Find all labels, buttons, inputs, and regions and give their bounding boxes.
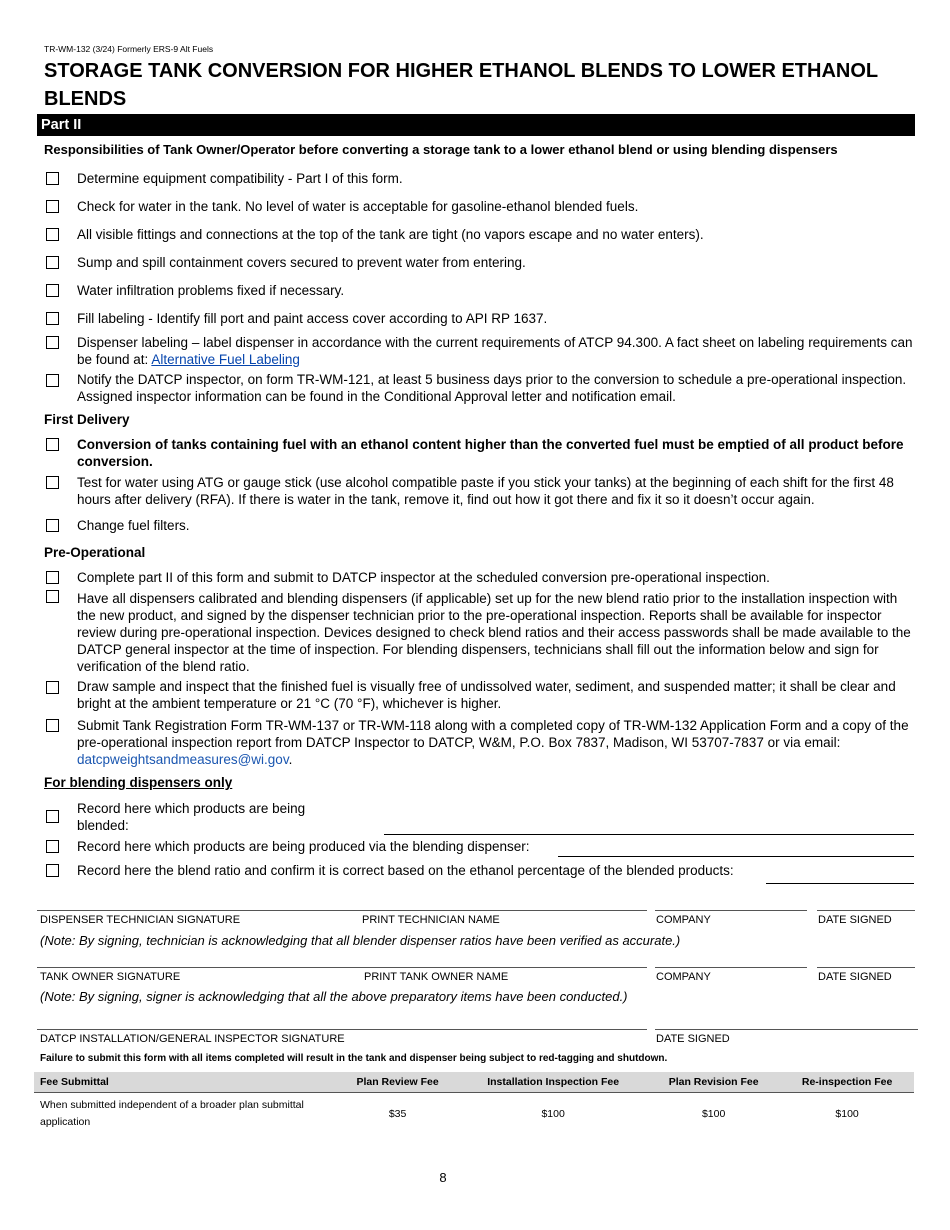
pre-operational-item: Have all dispensers calibrated and blending dispensers (if applicable) set up for the new blend ratio prior to the installation inspection with the new product, and signed by the dispenser technician prior to the pre-operational inspection. Reports shall be available for inspector review during pre-operational inspection. Devices designed to check blend ratios and their access passwords shall be made available to the DATCP general inspector at the time of inspection. For blending dispensers, technicians shall fill out the information below and sign for verification of the blend ratio. (77, 591, 911, 674)
checklist-item: Sump and spill containment covers secured to prevent water from entering. (77, 255, 526, 270)
table-cell: $35 (388, 1107, 407, 1120)
checkbox[interactable] (46, 256, 59, 269)
intro-text: Responsibilities of Tank Owner/Operator before converting a storage tank to a lower ethanol blend or using blending dispensers (44, 142, 838, 157)
checklist-item: Water infiltration problems fixed if necessary. (77, 283, 345, 298)
form-id: TR-WM-132 (3/24) Formerly ERS-9 Alt Fuels (44, 44, 214, 54)
owner-signature-label: TANK OWNER SIGNATURE (40, 971, 181, 983)
pre-operational-heading: Pre-Operational (44, 545, 146, 560)
date-label: DATE SIGNED (656, 1033, 730, 1045)
part-header: Part II (37, 114, 915, 136)
products-blended-field[interactable] (384, 834, 914, 835)
owner-name-label: PRINT TANK OWNER NAME (364, 971, 509, 983)
blending-item: Record here which products are being blended: (77, 801, 306, 833)
table-cell: $100 (541, 1107, 565, 1120)
company-line[interactable] (655, 967, 807, 968)
checkbox[interactable] (46, 590, 59, 603)
first-delivery-item: Change fuel filters. (77, 518, 190, 533)
table-row (34, 1093, 914, 1136)
date-line[interactable] (817, 967, 915, 968)
first-delivery-item: Conversion of tanks containing fuel with an ethanol content higher than the converted fuel must be emptied of all product before conversion. (77, 437, 904, 469)
checkbox[interactable] (46, 228, 59, 241)
blending-item: Record here the blend ratio and confirm it is correct based on the ethanol percentage of the blended products: (77, 863, 734, 878)
technician-note: (Note: By signing, technician is acknowledging that all blender dispenser ratios have been verified as accurate.) (40, 933, 681, 948)
tech-name-label: PRINT TECHNICIAN NAME (362, 914, 500, 926)
email-link[interactable]: datcpweightsandmeasures@wi.gov (77, 752, 289, 767)
checklist-item (77, 334, 915, 368)
inspector-signature-label: DATCP INSTALLATION/GENERAL INSPECTOR SIGNATURE (40, 1033, 345, 1045)
checkbox[interactable] (46, 571, 59, 584)
date-line[interactable] (655, 1029, 918, 1030)
checkbox[interactable] (46, 864, 59, 877)
checklist-item: Fill labeling - Identify fill port and paint access cover according to API RP 1637. (77, 311, 548, 326)
column-header: Fee Submittal (34, 1072, 336, 1093)
email-suffix: . (288, 752, 293, 767)
pre-operational-item (77, 717, 915, 768)
alternative-fuel-labeling-link[interactable]: Alternative Fuel Labeling (151, 352, 300, 367)
checkbox[interactable] (46, 719, 59, 732)
checklist-item: All visible fittings and connections at the top of the tank are tight (no vapors escape and no water enters). (77, 227, 704, 242)
first-delivery-item: Test for water using ATG or gauge stick (use alcohol compatible paste if you stick your tanks) at the beginning of each shift for the first 48 hours after delivery (RFA). If there is water in the tank, remove it, find out how it got there and fix it so it doesn’t occur again. (77, 475, 894, 507)
table-cell: When submitted independent of a broader plan submittal application (40, 1099, 304, 1128)
owner-signature-line[interactable] (37, 967, 647, 968)
table-cell: $100 (835, 1107, 859, 1120)
column-header: Plan Review Fee (336, 1072, 459, 1093)
labeling-text: Dispenser labeling – label dispenser in accordance with the current requirements of ATCP 94.300. A fact sheet on labeling requirements can be found at: (77, 335, 913, 367)
checkbox[interactable] (46, 476, 59, 489)
submit-text: Submit Tank Registration Form TR-WM-137 or TR-WM-118 along with a completed copy of TR-WM-132 Application Form and a copy of the pre-operational inspection report from DATCP Inspector to DATCP, W&M, P.O. Box 7837, Madison, WI 53707-7837 or via email: (77, 718, 909, 750)
column-header: Installation Inspection Fee (459, 1072, 647, 1093)
checkbox[interactable] (46, 172, 59, 185)
warning-text: Failure to submit this form with all items completed will result in the tank and dispenser being subject to red-tagging and shutdown. (40, 1053, 668, 1064)
blend-ratio-field[interactable] (766, 883, 914, 884)
checkbox[interactable] (46, 840, 59, 853)
pre-operational-item: Complete part II of this form and submit to DATCP inspector at the scheduled conversion pre-operational inspection. (77, 570, 770, 585)
checkbox[interactable] (46, 519, 59, 532)
company-label: COMPANY (656, 971, 711, 983)
checkbox[interactable] (46, 374, 59, 387)
checkbox[interactable] (46, 200, 59, 213)
company-line[interactable] (655, 910, 807, 911)
page-title: STORAGE TANK CONVERSION FOR HIGHER ETHANOL BLENDS TO LOWER ETHANOL BLENDS (44, 60, 878, 110)
table-cell: $100 (701, 1107, 726, 1120)
checkbox[interactable] (46, 284, 59, 297)
checklist-item: Determine equipment compatibility - Part I of this form. (77, 171, 403, 186)
fee-table (34, 1072, 914, 1135)
checkbox[interactable] (46, 810, 59, 823)
date-label: DATE SIGNED (818, 971, 892, 983)
owner-note: (Note: By signing, signer is acknowledging that all the above preparatory items have been conducted.) (40, 989, 628, 1004)
products-produced-field[interactable] (558, 856, 914, 857)
checkbox[interactable] (46, 681, 59, 694)
first-delivery-heading: First Delivery (44, 412, 130, 427)
blending-heading: For blending dispensers only (44, 775, 233, 790)
checkbox[interactable] (46, 336, 59, 349)
date-label: DATE SIGNED (818, 914, 892, 926)
checklist-item: Check for water in the tank. No level of water is acceptable for gasoline-ethanol blended fuels. (77, 199, 639, 214)
tech-signature-label: DISPENSER TECHNICIAN SIGNATURE (40, 914, 241, 926)
blending-item: Record here which products are being produced via the blending dispenser: (77, 839, 530, 854)
column-header: Re-inspection Fee (780, 1072, 914, 1093)
date-line[interactable] (817, 910, 915, 911)
checkbox[interactable] (46, 438, 59, 451)
pre-operational-item: Draw sample and inspect that the finished fuel is visually free of undissolved water, sediment, and suspended matter; it shall be clear and bright at the ambient temperature or 21 °C (70 °F), whichever is higher. (77, 679, 896, 711)
checklist-item: Notify the DATCP inspector, on form TR-WM-121, at least 5 business days prior to the conversion to schedule a pre-operational inspection. Assigned inspector information can be found in the Conditional Approval letter and notification email. (77, 372, 907, 404)
tech-signature-line[interactable] (37, 910, 647, 911)
table-header-row (34, 1072, 914, 1093)
inspector-signature-line[interactable] (37, 1029, 647, 1030)
page-number: 8 (439, 1170, 447, 1185)
company-label: COMPANY (656, 914, 711, 926)
checkbox[interactable] (46, 312, 59, 325)
column-header: Plan Revision Fee (647, 1072, 780, 1093)
